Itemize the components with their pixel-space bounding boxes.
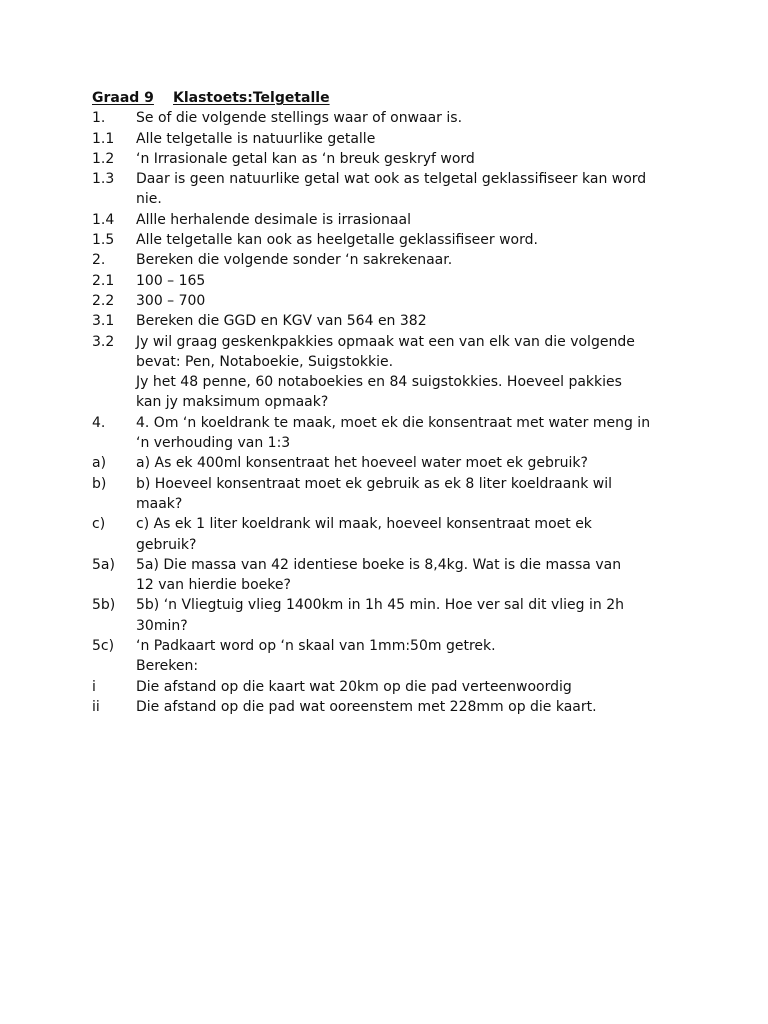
question-text-line: 5b) ‘n Vliegtuig vlieg 1400km in 1h 45 min. Hoe ver sal dit vlieg in 2h <box>136 597 624 614</box>
question-number: 2. <box>92 252 106 269</box>
question-text <box>136 311 668 331</box>
question-row <box>92 210 692 230</box>
question-text-line: nie. <box>136 191 162 208</box>
grade-label: Graad 9 <box>92 90 154 106</box>
question-text-line: Die afstand op die pad wat ooreenstem met 228mm op die kaart. <box>136 698 597 715</box>
question-text-line: ‘n Irrasionale getal kan as ‘n breuk geskryf word <box>136 150 475 167</box>
question-text-line: ‘n Padkaart word op ‘n skaal van 1mm:50m getrek. <box>136 638 496 655</box>
question-text <box>136 636 668 677</box>
question-row <box>92 250 692 270</box>
question-text-line: c) As ek 1 liter koeldrank wil maak, hoeveel konsentraat moet ek <box>136 516 592 533</box>
question-text <box>136 291 668 311</box>
question-text-line: b) Hoeveel konsentraat moet ek gebruik as ek 8 liter koeldraank wil <box>136 475 612 492</box>
question-row <box>92 677 692 697</box>
question-text-line: 5a) Die massa van 42 identiese boeke is 8,4kg. Wat is die massa van <box>136 556 622 573</box>
question-text-line: a) As ek 400ml konsentraat het hoeveel water moet ek gebruik? <box>136 455 588 472</box>
question-number: 2.1 <box>92 272 115 289</box>
question-text-line: bevat: Pen, Notaboekie, Suigstokkie. <box>136 353 394 370</box>
worksheet-heading <box>92 88 692 108</box>
question-text-line: Alle telgetalle is natuurlike getalle <box>136 130 376 147</box>
question-text-line: Bereken: <box>136 658 199 675</box>
question-text-line: 30min? <box>136 617 188 634</box>
question-text-line: Se of die volgende stellings waar of onwaar is. <box>136 110 463 127</box>
question-number: 1.1 <box>92 130 115 147</box>
question-row <box>92 169 692 210</box>
question-number: 1.2 <box>92 150 115 167</box>
question-text-line: gebruik? <box>136 536 197 553</box>
question-text <box>136 169 668 210</box>
question-number: 3.2 <box>92 333 115 350</box>
question-text-line: maak? <box>136 495 183 512</box>
question-number: b) <box>92 475 107 492</box>
question-number: 2.2 <box>92 292 115 309</box>
question-number: 3.1 <box>92 313 115 330</box>
question-text-line: Jy wil graag geskenkpakkies opmaak wat een van elk van die volgende <box>136 333 635 350</box>
question-number: 5b) <box>92 597 116 614</box>
question-row <box>92 271 692 291</box>
question-number: 1.3 <box>92 171 115 188</box>
question-text <box>136 453 668 473</box>
question-text-line: 12 van hierdie boeke? <box>136 577 291 594</box>
question-row <box>92 413 692 454</box>
question-number: 5a) <box>92 556 115 573</box>
question-text <box>136 210 668 230</box>
question-text-line: 300 – 700 <box>136 292 206 309</box>
question-text-line: Alle telgetalle kan ook as heelgetalle geklassifiseer word. <box>136 232 538 249</box>
question-row <box>92 636 692 677</box>
question-text-line: 100 – 165 <box>136 272 206 289</box>
question-text-line: kan jy maksimum opmaak? <box>136 394 329 411</box>
question-row <box>92 555 692 596</box>
question-text-line: ‘n verhouding van 1:3 <box>136 435 291 452</box>
question-row <box>92 595 692 636</box>
question-text <box>136 250 668 270</box>
question-row <box>92 129 692 149</box>
question-text-line: Bereken die GGD en KGV van 564 en 382 <box>136 313 427 330</box>
test-title: Klastoets:Telgetalle <box>173 90 330 106</box>
question-text <box>136 108 668 128</box>
question-text <box>136 677 668 697</box>
question-text <box>136 230 668 250</box>
question-text-line: Allle herhalende desimale is irrasionaal <box>136 211 411 228</box>
question-text-line: Die afstand op die kaart wat 20km op die pad verteenwoordig <box>136 678 572 695</box>
question-text <box>136 149 668 169</box>
question-number: a) <box>92 455 107 472</box>
question-number: ii <box>92 698 100 715</box>
question-number: i <box>92 678 96 695</box>
question-number: 4. <box>92 414 106 431</box>
question-number: c) <box>92 516 106 533</box>
question-number: 5c) <box>92 638 115 655</box>
question-text <box>136 697 668 717</box>
question-row <box>92 311 692 331</box>
question-row <box>92 332 692 413</box>
question-row <box>92 149 692 169</box>
question-text <box>136 474 668 515</box>
question-text <box>136 595 668 636</box>
question-text-line: Daar is geen natuurlike getal wat ook as telgetal geklassifiseer kan word <box>136 171 647 188</box>
question-number: 1.4 <box>92 211 115 228</box>
question-row <box>92 474 692 515</box>
question-row <box>92 291 692 311</box>
question-text-line: Jy het 48 penne, 60 notaboekies en 84 suigstokkies. Hoeveel pakkies <box>136 374 622 391</box>
question-text <box>136 129 668 149</box>
question-text <box>136 514 668 555</box>
question-number: 1.5 <box>92 232 115 249</box>
question-text <box>136 271 668 291</box>
question-row <box>92 697 692 717</box>
question-number: 1. <box>92 110 106 127</box>
question-row <box>92 453 692 473</box>
question-row <box>92 514 692 555</box>
question-text <box>136 555 668 596</box>
question-text <box>136 332 668 413</box>
question-row <box>92 230 692 250</box>
question-text <box>136 413 668 454</box>
question-row <box>92 108 692 128</box>
worksheet <box>92 88 692 717</box>
question-text-line: Bereken die volgende sonder ‘n sakrekenaar. <box>136 252 453 269</box>
question-text-line: 4. Om ‘n koeldrank te maak, moet ek die konsentraat met water meng in <box>136 414 651 431</box>
question-list <box>92 108 692 717</box>
